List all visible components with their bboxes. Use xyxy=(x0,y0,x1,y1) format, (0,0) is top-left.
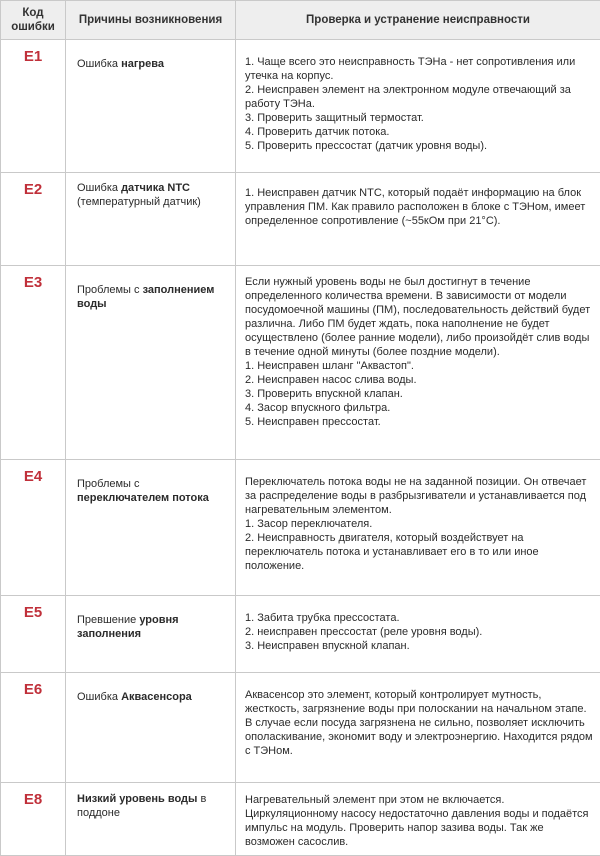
error-code: E6 xyxy=(1,673,66,783)
cause-bold-text: уровня заполнения xyxy=(77,614,179,640)
error-cause xyxy=(66,460,236,596)
fix-line: 3. Проверить защитный термостат. xyxy=(245,111,594,125)
error-code: E8 xyxy=(1,783,66,856)
error-cause xyxy=(66,40,236,173)
error-fix xyxy=(236,266,600,460)
error-fix xyxy=(236,596,600,673)
table-row xyxy=(1,460,600,596)
error-code: E5 xyxy=(1,596,66,673)
cause-bold-text: Низкий уровень воды xyxy=(77,793,197,805)
error-cause xyxy=(66,783,236,856)
error-fix xyxy=(236,673,600,783)
cause-bold-text: Аквасенсора xyxy=(121,691,192,703)
fix-line: 5. Проверить прессостат (датчик уровня воды). xyxy=(245,139,594,153)
error-cause xyxy=(66,173,236,266)
table-row xyxy=(1,40,600,173)
fix-line: 1. Неисправен шланг "Аквастоп". xyxy=(245,359,594,373)
header-code: Код ошибки xyxy=(1,1,66,40)
table-row xyxy=(1,173,600,266)
header-fix: Проверка и устранение неисправности xyxy=(236,1,600,40)
error-cause xyxy=(66,596,236,673)
fix-line: 1. Чаще всего это неисправность ТЭНа - нет сопротивления или утечка на корпус. xyxy=(245,55,594,83)
fix-line: Если нужный уровень воды не был достигнут в течение определенного количества времени. В зависимости от модели посудомоечной машины (ПМ), последовательность действий будет различна. Либо ПМ будет ждать, пока наполнение не будет осуществлено (более ранние модели), либо произойдёт слив воды в течение одной минуты (более поздние модели). xyxy=(245,275,594,359)
fix-line: Аквасенсор это элемент, который контролирует мутность, жесткость, загрязнение воды при полоскании на начальном этапе. В случае если посуда загрязнена не сильно, позволяет исключить ополаскивание, экономит воду и электроэнергию. Находится рядом с ТЭНом. xyxy=(245,688,594,758)
error-code: E1 xyxy=(1,40,66,173)
table-row xyxy=(1,596,600,673)
fix-line: 3. Проверить впускной клапан. xyxy=(245,387,594,401)
cause-bold-text: переключателем потока xyxy=(77,492,209,504)
table-row xyxy=(1,673,600,783)
cause-text: Проблемы с xyxy=(77,478,140,490)
cause-bold-text: нагрева xyxy=(121,58,164,70)
table-row xyxy=(1,783,600,856)
error-cause xyxy=(66,266,236,460)
cause-text: Ошибка xyxy=(77,691,121,703)
fix-line: 2. неисправен прессостат (реле уровня воды). xyxy=(245,625,594,639)
error-fix xyxy=(236,783,600,856)
fix-line: 2. Неисправен насос слива воды. xyxy=(245,373,594,387)
error-fix xyxy=(236,173,600,266)
table-body xyxy=(1,40,600,856)
fix-line: 1. Неисправен датчик NTC, который подаёт информацию на блок управления ПМ. Как правило расположен в блоке с ТЭНом, имеет определенное сопротивление (~55кОм при 21°С). xyxy=(245,186,594,228)
fix-line: Нагревательный элемент при этом не включается. Циркуляционному насосу недостаточно давления воды и подаётся импульс на модуль. Проверить напор зазива воды. Так же возможен сасослив. xyxy=(245,793,594,849)
error-code: E4 xyxy=(1,460,66,596)
cause-suffix-text: (температурный датчик) xyxy=(77,196,201,208)
fix-line: 2. Неисправен элемент на электронном модуле отвечающий за работу ТЭНа. xyxy=(245,83,594,111)
fix-line: 2. Неисправность двигателя, который воздействует на переключатель потока и устанавливает его в то или иное положение. xyxy=(245,531,594,573)
cause-text: Ошибка xyxy=(77,58,121,70)
error-fix xyxy=(236,40,600,173)
cause-text: Ошибка xyxy=(77,182,121,194)
header-row xyxy=(1,1,600,40)
table-row xyxy=(1,266,600,460)
table-header xyxy=(1,1,600,40)
error-fix xyxy=(236,460,600,596)
cause-bold-text: заполнением воды xyxy=(77,284,214,310)
cause-bold-text: датчика NTC xyxy=(121,182,190,194)
fix-line: Переключатель потока воды не на заданной позиции. Он отвечает за распределение воды в разбрызгиватели и устанавливается под нагревательным элементом. xyxy=(245,475,594,517)
fix-line: 1. Забита трубка прессостата. xyxy=(245,611,594,625)
cause-suffix-text: в поддоне xyxy=(77,793,206,819)
error-cause xyxy=(66,673,236,783)
error-code: E2 xyxy=(1,173,66,266)
fix-line: 5. Неисправен прессостат. xyxy=(245,415,594,429)
fix-line: 4. Засор впускного фильтра. xyxy=(245,401,594,415)
header-cause: Причины возникновения xyxy=(66,1,236,40)
error-code: E3 xyxy=(1,266,66,460)
cause-text: Превшение xyxy=(77,614,139,626)
fix-line: 4. Проверить датчик потока. xyxy=(245,125,594,139)
fix-line: 1. Засор переключателя. xyxy=(245,517,594,531)
cause-text: Проблемы с xyxy=(77,284,143,296)
fix-line: 3. Неисправен впускной клапан. xyxy=(245,639,594,653)
